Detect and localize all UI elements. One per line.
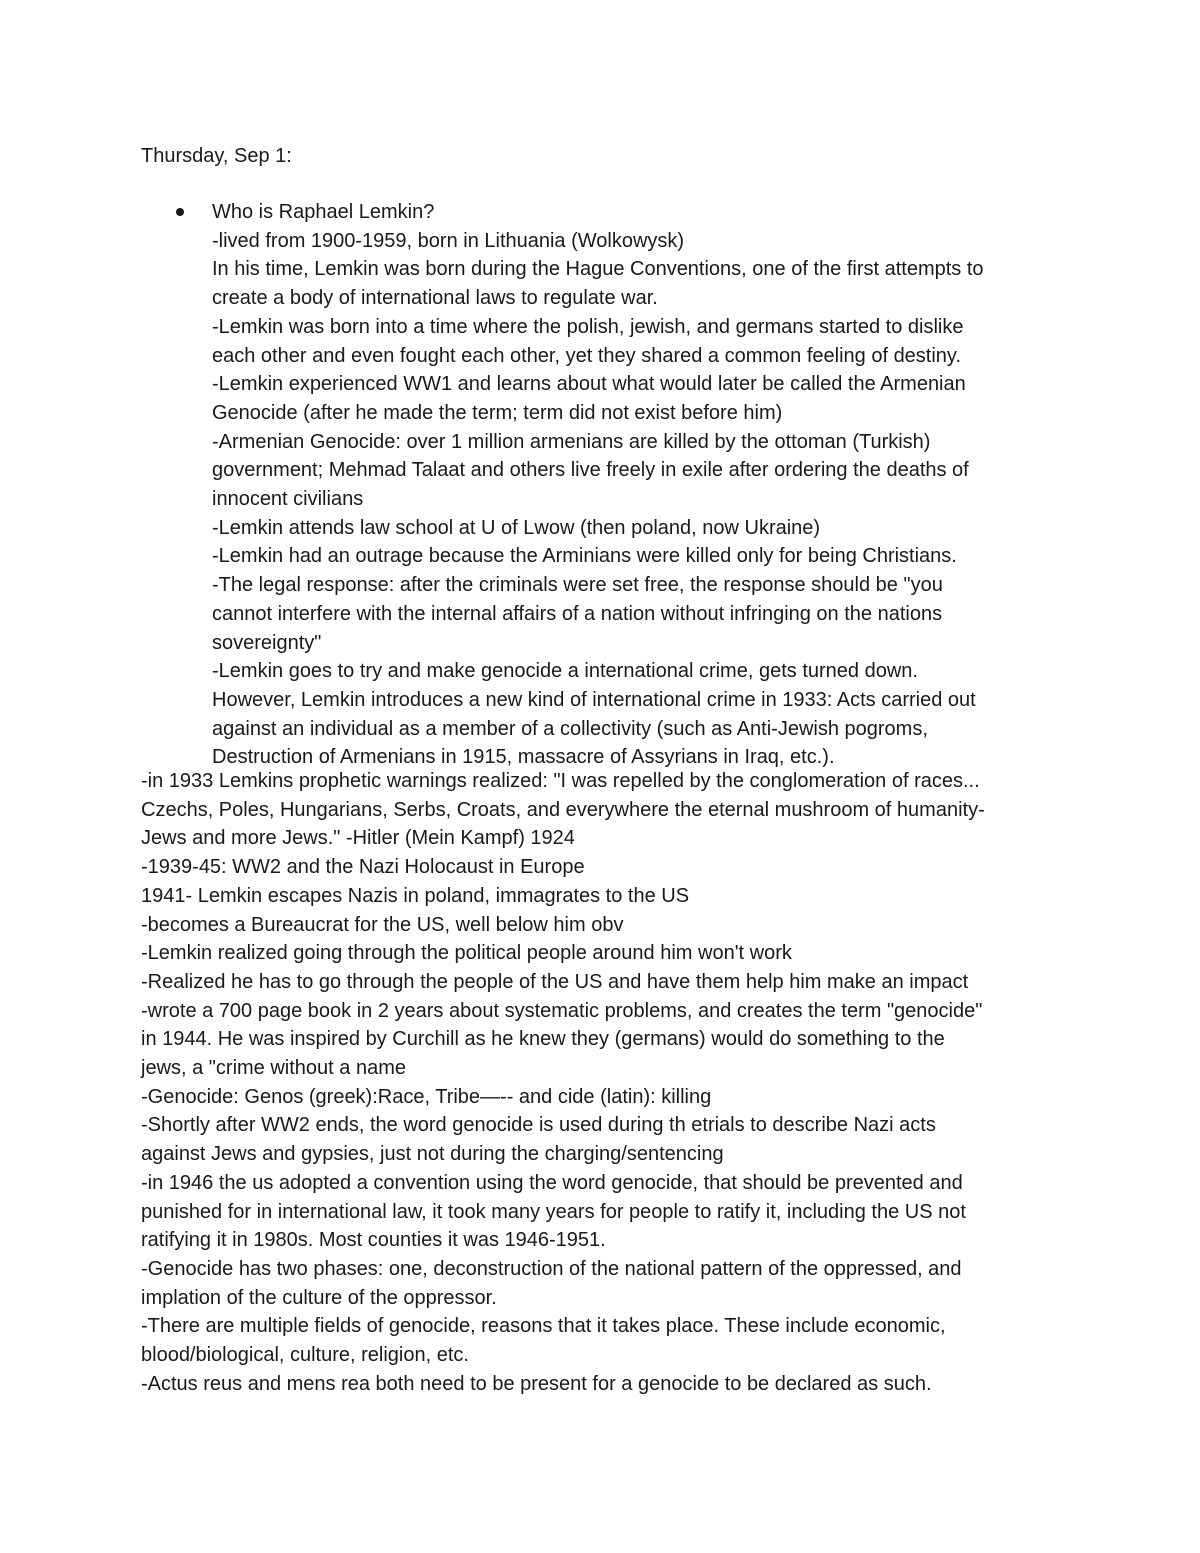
text-line: Jews and more Jews." -Hitler (Mein Kampf) 1924 [141,827,575,850]
text-line: -Genocide: Genos (greek):Race, Tribe—-- and cide (latin): killing [141,1085,712,1108]
text-line: In his time, Lemkin was born during the Hague Conventions, one of the first attempts to [212,258,984,281]
text-line: each other and even fought each other, yet they shared a common feeling of destiny. [212,344,962,367]
text-line: -The legal response: after the criminals were set free, the response should be "you [212,574,943,597]
text-line: -Actus reus and mens rea both need to be present for a genocide to be declared as such. [141,1372,932,1395]
text-line: Genocide (after he made the term; term did not exist before him) [212,401,783,424]
text-line: against an individual as a member of a collectivity (such as Anti-Jewish pogroms, [212,717,928,740]
bullet-item [212,198,1092,772]
text-line: Destruction of Armenians in 1915, massacre of Assyrians in Iraq, etc.). [212,746,835,769]
text-line: -Genocide has two phases: one, deconstruction of the national pattern of the oppressed, and [141,1257,962,1280]
text-line: 1941- Lemkin escapes Nazis in poland, immagrates to the US [141,884,690,907]
text-line: jews, a "crime without a name [141,1057,406,1080]
bullet-point-icon [176,208,184,216]
text-line: -lived from 1900-1959, born in Lithuania (Wolkowysk) [212,229,685,252]
text-line: -Lemkin goes to try and make genocide a international crime, gets turned down. [212,660,918,683]
text-line: -Lemkin was born into a time where the polish, jewish, and germans started to dislike [212,315,964,338]
text-line: -There are multiple fields of genocide, reasons that it takes place. These include economic, [141,1315,946,1338]
text-line: -Lemkin realized going through the political people around him won't work [141,942,792,965]
text-line: Who is Raphael Lemkin? [212,201,435,223]
text-line: However, Lemkin introduces a new kind of international crime in 1933: Acts carried out [212,688,976,711]
text-line: -becomes a Bureaucrat for the US, well below him obv [141,913,624,936]
text-line: create a body of international laws to regulate war. [212,287,658,310]
notes-body [141,767,1091,1398]
text-line: -in 1933 Lemkins prophetic warnings realized: "I was repelled by the conglomeration of races... [141,770,980,792]
text-line: -Lemkin attends law school at U of Lwow (then poland, now Ukraine) [212,516,821,539]
text-line: -Lemkin experienced WW1 and learns about what would later be called the Armenian [212,373,966,396]
text-line: in 1944. He was inspired by Curchill as he knew they (germans) would do something to the [141,1028,945,1051]
text-line: -wrote a 700 page book in 2 years about systematic problems, and creates the term "genocide" [141,999,983,1022]
text-line: cannot interfere with the internal affairs of a nation without infringing on the nations [212,602,943,625]
text-line: implation of the culture of the oppressor. [141,1286,497,1309]
text-line: -in 1946 the us adopted a convention using the word genocide, that should be prevented and [141,1171,963,1194]
text-line: blood/biological, culture, religion, etc. [141,1344,469,1367]
text-line: against Jews and gypsies, just not during the charging/sentencing [141,1143,724,1166]
text-line: punished for in international law, it took many years for people to ratify it, including the US not [141,1200,966,1223]
text-line: -1939-45: WW2 and the Nazi Holocaust in Europe [141,856,585,879]
text-line: -Armenian Genocide: over 1 million armenians are killed by the ottoman (Turkish) [212,430,931,453]
text-line: -Realized he has to go through the people of the US and have them help him make an impact [141,970,969,993]
text-line: Czechs, Poles, Hungarians, Serbs, Croats, and everywhere the eternal mushroom of humanity- [141,798,985,821]
text-line: innocent civilians [212,488,364,511]
text-line: sovereignty" [212,631,322,654]
text-line: -Lemkin had an outrage because the Arminians were killed only for being Christians. [212,545,957,568]
text-line: ratifying it in 1980s. Most counties it was 1946-1951. [141,1229,606,1252]
text-line: government; Mehmad Talaat and others live freely in exile after ordering the deaths of [212,459,969,482]
date-heading: Thursday, Sep 1: [141,145,292,167]
text-line: -Shortly after WW2 ends, the word genocide is used during th etrials to describe Nazi acts [141,1114,936,1137]
